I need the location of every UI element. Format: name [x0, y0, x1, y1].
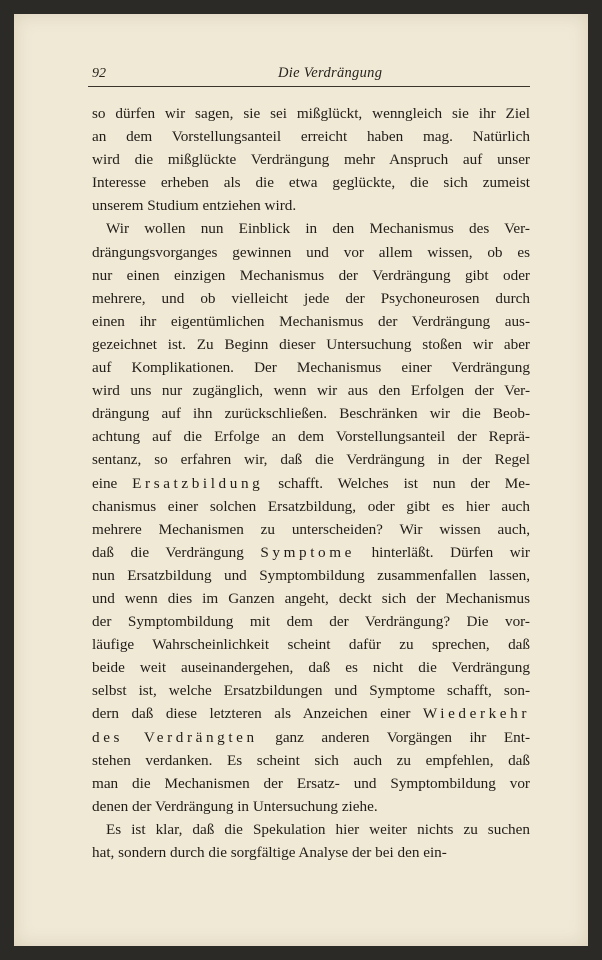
text-run: gezeichnet ist. Zu Beginn dieser Untersuchung stoßen wir aber	[92, 335, 530, 353]
text-line	[92, 679, 530, 702]
running-header	[88, 64, 530, 87]
text-run: mehrere, und ob vielleicht jede der Psychoneurosen durch	[92, 289, 530, 307]
text-run: daß die Verdrängung	[92, 543, 261, 561]
spaced-emphasis: Wiederkehr	[422, 705, 530, 723]
text-line	[92, 425, 530, 448]
text-run: drängungsvorganges gewinnen und vor allem wissen, ob es	[92, 243, 530, 261]
text-run: an dem Vorstellungsanteil erreicht haben mag. Natürlich	[92, 128, 530, 146]
text-run: läufige Wahrscheinlichkeit scheint dafür zu sprechen, daß	[92, 636, 530, 654]
text-line	[92, 702, 530, 725]
spaced-emphasis: Ersatzbildung	[132, 474, 264, 492]
text-run: und wenn dies im Ganzen angeht, deckt sich der Mechanismus	[92, 589, 530, 607]
text-line	[92, 610, 530, 633]
paragraph	[92, 102, 530, 217]
text-line	[92, 726, 530, 749]
text-line	[92, 472, 530, 495]
text-line	[92, 125, 530, 148]
text-run: drängung auf ihn zurückschließen. Beschränken wir die Beob-	[92, 405, 530, 423]
text-run: einen ihr eigentümlichen Mechanismus der Verdrängung aus-	[92, 312, 530, 330]
body-text	[92, 102, 530, 864]
text-line	[92, 171, 530, 194]
text-line	[92, 148, 530, 171]
text-run: hinterläßt. Dürfen wir	[355, 543, 530, 561]
text-line	[92, 102, 530, 125]
running-title: Die Verdrängung	[278, 65, 383, 81]
book-page	[14, 14, 588, 946]
text-run: mehrere Mechanismen zu unterscheiden? Wir wissen auch,	[92, 520, 530, 538]
text-run: achtung auf die Erfolge an dem Vorstellungsanteil der Reprä-	[92, 428, 530, 446]
text-run: chanismus einer solchen Ersatzbildung, oder gibt es hier auch	[92, 497, 530, 515]
text-line	[92, 264, 530, 287]
text-run: man die Mechanismen der Ersatz- und Symptombildung vor	[92, 774, 530, 792]
text-line	[92, 749, 530, 772]
text-run: so dürfen wir sagen, sie sei mißglückt, wenngleich sie ihr Ziel	[92, 105, 530, 122]
text-run: Interesse erheben als die etwa geglückte, die sich zumeist	[92, 174, 530, 192]
text-line	[92, 333, 530, 356]
text-run: denen der Verdrängung in Untersuchung ziehe.	[92, 797, 378, 815]
text-run: beide weit auseinandergehen, daß es nicht die Verdrängung	[92, 659, 530, 677]
text-run: hat, sondern durch die sorgfältige Analyse der bei den ein-	[92, 844, 447, 861]
text-line	[92, 287, 530, 310]
text-line	[92, 495, 530, 518]
text-run: nur einen einzigen Mechanismus der Verdrängung gibt oder	[92, 266, 530, 284]
text-run: Wir wollen nun Einblick in den Mechanismus des Ver-	[106, 220, 530, 238]
text-line	[92, 402, 530, 425]
text-run: stehen verdanken. Es scheint sich auch zu empfehlen, daß	[92, 751, 530, 769]
paragraph	[92, 217, 530, 817]
text-line	[92, 518, 530, 541]
text-line	[92, 217, 530, 240]
text-line	[92, 587, 530, 610]
text-line	[92, 841, 530, 864]
spaced-emphasis: des Verdrängten	[92, 728, 258, 746]
text-line	[92, 448, 530, 471]
text-run: unserem Studium entziehen wird.	[92, 197, 297, 215]
spaced-emphasis: Symptome	[260, 543, 356, 561]
text-line	[92, 541, 530, 564]
text-run: ganz anderen Vorgängen ihr Ent-	[257, 728, 530, 746]
text-run: wird uns nur zugänglich, wenn wir aus den Erfolgen der Ver-	[92, 382, 530, 400]
text-run: Es ist klar, daß die Spekulation hier weiter nichts zu suchen	[106, 820, 530, 838]
text-line	[92, 656, 530, 679]
text-run: selbst ist, welche Ersatzbildungen und Symptome schafft, son-	[92, 682, 530, 700]
text-line	[92, 818, 530, 841]
text-run: auf Komplikationen. Der Mechanismus einer Verdrängung	[92, 359, 530, 377]
text-run: eine	[92, 474, 133, 492]
text-run: sentanz, so erfahren wir, daß die Verdrängung in der Regel	[92, 451, 530, 469]
text-run: schafft. Welches ist nun der Me-	[263, 474, 530, 492]
text-run: nun Ersatzbildung und Symptombildung zusammenfallen lassen,	[92, 566, 530, 584]
text-line	[92, 379, 530, 402]
text-line	[92, 795, 530, 818]
text-line	[92, 194, 530, 217]
text-run: wird die mißglückte Verdrängung mehr Anspruch auf unser	[92, 151, 530, 169]
text-line	[92, 356, 530, 379]
paragraph	[92, 818, 530, 864]
page-number: 92	[92, 66, 106, 81]
text-line	[92, 633, 530, 656]
text-line	[92, 564, 530, 587]
text-line	[92, 310, 530, 333]
text-line	[92, 772, 530, 795]
text-run: dern daß diese letzteren als Anzeichen einer	[92, 705, 423, 723]
text-line	[92, 241, 530, 264]
text-run: der Symptombildung mit dem der Verdrängung? Die vor-	[92, 613, 530, 631]
